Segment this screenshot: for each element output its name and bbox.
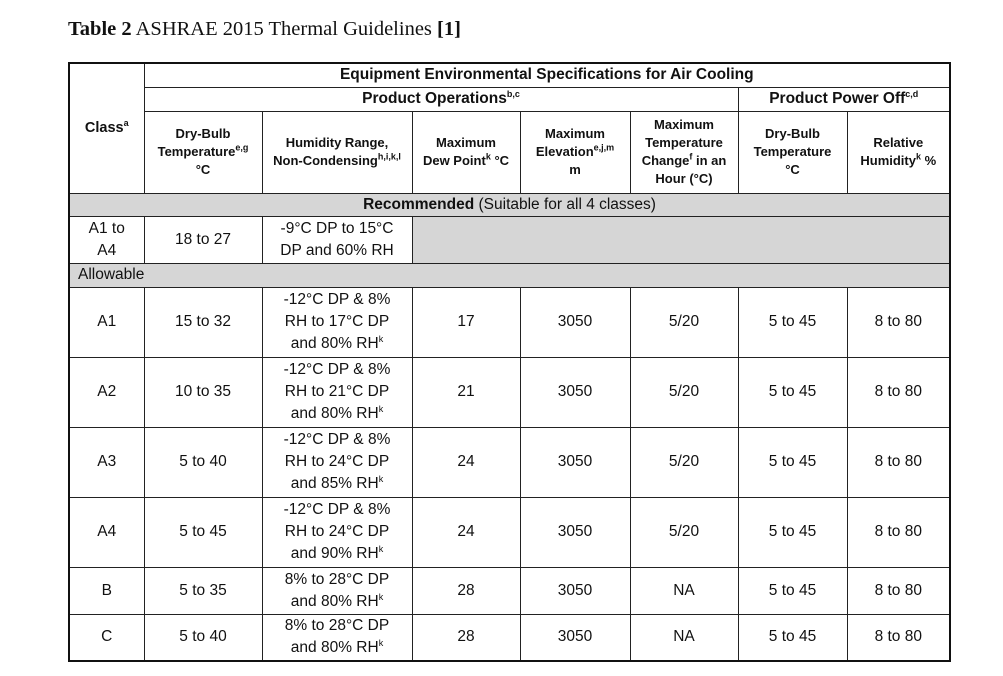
class-cell: A2 <box>69 357 144 427</box>
header-row-3 <box>69 111 950 193</box>
dry-bulb-cell: 5 to 35 <box>144 567 262 614</box>
humidity-range-cell: 8% to 28°C DP and 80% $RH^k$ <box>262 614 412 661</box>
off-humidity-cell: 8 to 80 <box>847 567 950 614</box>
elevation-cell: 3050 <box>520 497 630 567</box>
product-power-off-header: Product Power Off$^{c,d}$ <box>738 87 950 111</box>
off-dry-bulb-cell: 5 to 45 <box>738 567 847 614</box>
class-cell: B <box>69 567 144 614</box>
caption-prefix: Table 2 <box>68 18 132 40</box>
col-humidity-range: Humidity Range, Non-Condensing$^{h,i,k,l}$ <box>262 111 412 193</box>
dew-point-cell: 28 <box>412 567 520 614</box>
class-cell: C <box>69 614 144 661</box>
off-dry-bulb-cell: 5 to 45 <box>738 287 847 357</box>
temp-change-cell: 5/20 <box>630 427 738 497</box>
dry-bulb-cell: 15 to 32 <box>144 287 262 357</box>
table-caption <box>68 18 461 41</box>
recommended-dry-bulb: 18 to 27 <box>144 216 262 263</box>
elevation-cell: 3050 <box>520 287 630 357</box>
table-row <box>69 567 950 614</box>
temp-change-cell: 5/20 <box>630 357 738 427</box>
main-header: Equipment Environmental Specifications for Air Cooling <box>144 63 950 87</box>
dry-bulb-cell: 5 to 45 <box>144 497 262 567</box>
off-humidity-cell: 8 to 80 <box>847 427 950 497</box>
dry-bulb-cell: 10 to 35 <box>144 357 262 427</box>
allowable-section-label: Allowable <box>69 263 950 287</box>
off-humidity-cell: 8 to 80 <box>847 357 950 427</box>
off-humidity-cell: 8 to 80 <box>847 497 950 567</box>
recommended-humidity: -9°C DP to 15°C DP and 60% RH <box>262 216 412 263</box>
col-off-humidity: Relative Humidity$^k$ % <box>847 111 950 193</box>
off-humidity-cell: 8 to 80 <box>847 614 950 661</box>
thermal-guidelines-table <box>68 62 951 662</box>
dew-point-cell: 17 <box>412 287 520 357</box>
dew-point-cell: 24 <box>412 427 520 497</box>
col-dew-point: Maximum Dew Point$^k$ °C <box>412 111 520 193</box>
off-dry-bulb-cell: 5 to 45 <box>738 497 847 567</box>
dew-point-cell: 21 <box>412 357 520 427</box>
recommended-section-row <box>69 193 950 216</box>
off-dry-bulb-cell: 5 to 45 <box>738 614 847 661</box>
caption-ref: [1] <box>437 18 461 40</box>
elevation-cell: 3050 <box>520 614 630 661</box>
class-cell: A4 <box>69 497 144 567</box>
temp-change-cell: 5/20 <box>630 287 738 357</box>
table-row <box>69 497 950 567</box>
dew-point-cell: 24 <box>412 497 520 567</box>
humidity-range-cell: -12°C DP & 8% RH to 24°C DP and 90% $RH^k$ <box>262 497 412 567</box>
table-row <box>69 357 950 427</box>
table-row <box>69 614 950 661</box>
class-header: Class$^a$ <box>69 63 144 193</box>
col-elevation: Maximum Elevation$^{e,j,m}$ m <box>520 111 630 193</box>
col-off-dry-bulb: Dry-Bulb Temperature °C <box>738 111 847 193</box>
humidity-range-cell: -12°C DP & 8% RH to 17°C DP and 80% $RH^k$ <box>262 287 412 357</box>
table-row <box>69 287 950 357</box>
class-cell: A3 <box>69 427 144 497</box>
allowable-section-row <box>69 263 950 287</box>
table-row <box>69 427 950 497</box>
humidity-range-cell: -12°C DP & 8% RH to 24°C DP and 85% $RH^k$ <box>262 427 412 497</box>
recommended-row <box>69 216 950 263</box>
dew-point-cell: 28 <box>412 614 520 661</box>
class-cell: A1 <box>69 287 144 357</box>
product-operations-header: Product Operations$^{b,c}$ <box>144 87 738 111</box>
header-row-1 <box>69 63 950 87</box>
col-dry-bulb: Dry-Bulb Temperature$^{e,g}$ °C <box>144 111 262 193</box>
col-temp-change: Maximum Temperature Change$^f$ in an Hour (°C) <box>630 111 738 193</box>
humidity-range-cell: -12°C DP & 8% RH to 21°C DP and 80% $RH^k$ <box>262 357 412 427</box>
off-dry-bulb-cell: 5 to 45 <box>738 427 847 497</box>
elevation-cell: 3050 <box>520 567 630 614</box>
recommended-empty-cell <box>412 216 950 263</box>
recommended-section-label: Recommended (Suitable for all 4 classes) <box>69 193 950 216</box>
temp-change-cell: 5/20 <box>630 497 738 567</box>
dry-bulb-cell: 5 to 40 <box>144 614 262 661</box>
caption-title: ASHRAE 2015 Thermal Guidelines <box>135 18 432 40</box>
temp-change-cell: NA <box>630 567 738 614</box>
dry-bulb-cell: 5 to 40 <box>144 427 262 497</box>
off-humidity-cell: 8 to 80 <box>847 287 950 357</box>
recommended-class: A1 to A4 <box>69 216 144 263</box>
elevation-cell: 3050 <box>520 427 630 497</box>
header-row-2 <box>69 87 950 111</box>
temp-change-cell: NA <box>630 614 738 661</box>
elevation-cell: 3050 <box>520 357 630 427</box>
humidity-range-cell: 8% to 28°C DP and 80% $RH^k$ <box>262 567 412 614</box>
off-dry-bulb-cell: 5 to 45 <box>738 357 847 427</box>
